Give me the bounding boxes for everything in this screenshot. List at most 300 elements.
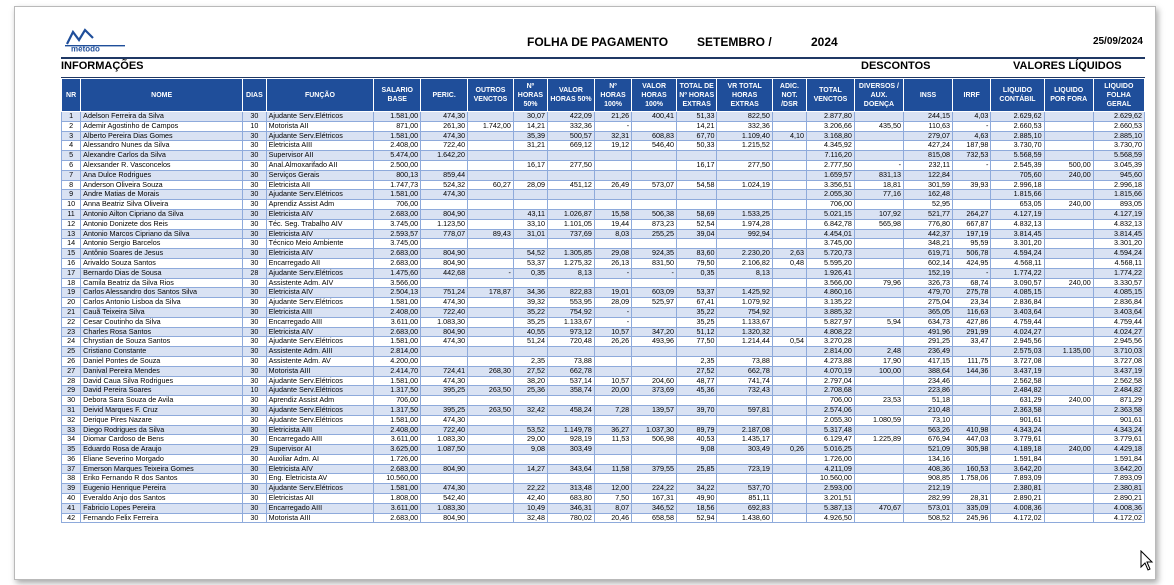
table-cell[interactable]: 474,30 <box>421 131 468 141</box>
table-cell[interactable]: Motorista AIII <box>266 366 374 376</box>
table-cell[interactable]: Ajudante Serv.Elétricos <box>266 112 374 122</box>
table-cell[interactable]: 2.545,39 <box>991 160 1044 170</box>
table-cell[interactable]: 0,54 <box>772 337 806 347</box>
table-cell[interactable]: 908,85 <box>903 474 952 484</box>
table-cell[interactable]: 1.581,00 <box>374 298 421 308</box>
table-cell[interactable]: 859,44 <box>421 170 468 180</box>
table-cell[interactable]: 1.815,66 <box>991 190 1044 200</box>
table-cell[interactable] <box>421 396 468 406</box>
table-cell[interactable]: 3.710,03 <box>1093 347 1144 357</box>
table-cell[interactable]: 3.437,19 <box>1093 366 1144 376</box>
table-cell[interactable]: 608,83 <box>632 131 677 141</box>
table-cell[interactable] <box>513 415 547 425</box>
table-cell[interactable]: Alexsander R. Vasconcelos <box>81 160 243 170</box>
table-cell[interactable] <box>468 494 514 504</box>
table-cell[interactable] <box>717 415 772 425</box>
table-cell[interactable]: 30 <box>243 190 266 200</box>
table-cell[interactable]: 754,92 <box>548 307 595 317</box>
table-cell[interactable] <box>1044 288 1093 298</box>
table-cell[interactable]: 822,50 <box>717 112 772 122</box>
table-cell[interactable]: Bernardo Dias de Sousa <box>81 268 243 278</box>
table-cell[interactable]: 4.568,11 <box>1093 258 1144 268</box>
table-cell[interactable]: 4,10 <box>772 131 806 141</box>
table-cell[interactable]: Fernando Felix Ferreira <box>81 513 243 523</box>
table-cell[interactable]: 30 <box>243 317 266 327</box>
table-cell[interactable] <box>468 503 514 513</box>
table-cell[interactable]: 365,05 <box>903 307 952 317</box>
table-cell[interactable] <box>1044 121 1093 131</box>
table-cell[interactable]: 706,00 <box>374 396 421 406</box>
table-cell[interactable] <box>1044 112 1093 122</box>
table-cell[interactable]: 804,90 <box>421 464 468 474</box>
table-cell[interactable]: 5.568,59 <box>991 151 1044 161</box>
table-cell[interactable]: 6.129,47 <box>806 435 854 445</box>
table-cell[interactable]: 4.759,44 <box>991 317 1044 327</box>
table-cell[interactable]: 2.562,58 <box>1093 376 1144 386</box>
table-cell[interactable] <box>513 170 547 180</box>
table-cell[interactable]: 706,00 <box>806 396 854 406</box>
table-cell[interactable] <box>1044 317 1093 327</box>
table-cell[interactable]: 1.135,00 <box>1044 347 1093 357</box>
table-cell[interactable]: 1.438,60 <box>717 513 772 523</box>
table-cell[interactable] <box>772 494 806 504</box>
table-cell[interactable]: 2.408,00 <box>374 141 421 151</box>
table-cell[interactable]: - <box>594 268 631 278</box>
table-cell[interactable]: 4.345,92 <box>806 141 854 151</box>
table-cell[interactable]: 31,01 <box>513 229 547 239</box>
table-cell[interactable] <box>953 415 991 425</box>
table-cell[interactable]: 122,84 <box>903 170 952 180</box>
table-cell[interactable]: 2.996,18 <box>991 180 1044 190</box>
table-cell[interactable]: Antonio Donizete dos Reis <box>81 219 243 229</box>
table-cell[interactable]: 1.742,00 <box>468 121 514 131</box>
table-cell[interactable]: 3.611,00 <box>374 435 421 445</box>
table-cell[interactable]: 4.127,19 <box>1093 209 1144 219</box>
table-cell[interactable]: 2.683,00 <box>374 327 421 337</box>
table-cell[interactable] <box>632 190 677 200</box>
table-cell[interactable]: Charles Rosa Santos <box>81 327 243 337</box>
table-cell[interactable]: 54,58 <box>676 180 717 190</box>
table-cell[interactable]: Assistente Adm. AV <box>266 356 374 366</box>
table-cell[interactable]: 187,98 <box>953 141 991 151</box>
table-cell[interactable]: 4.594,24 <box>1093 249 1144 259</box>
table-cell[interactable]: Eriko Fernando R dos Santos <box>81 474 243 484</box>
table-cell[interactable]: 73,88 <box>717 356 772 366</box>
table-cell[interactable]: 603,09 <box>632 288 677 298</box>
table-cell[interactable]: 3.566,00 <box>374 278 421 288</box>
table-cell[interactable]: 722,40 <box>421 141 468 151</box>
table-cell[interactable]: 73,10 <box>903 415 952 425</box>
table-cell[interactable]: 521,09 <box>903 445 952 455</box>
table-cell[interactable]: Assistente Adm. AIII <box>266 347 374 357</box>
table-cell[interactable] <box>468 112 514 122</box>
table-cell[interactable]: 2.380,81 <box>991 484 1044 494</box>
table-cell[interactable] <box>1044 268 1093 278</box>
table-cell[interactable] <box>632 121 677 131</box>
table-cell[interactable]: 722,40 <box>421 307 468 317</box>
table-cell[interactable] <box>953 454 991 464</box>
table-cell[interactable]: 804,90 <box>421 209 468 219</box>
table-cell[interactable] <box>594 278 631 288</box>
table-cell[interactable]: Eletricista AIII <box>266 425 374 435</box>
table-cell[interactable]: 277,50 <box>548 160 595 170</box>
table-cell[interactable]: 53,37 <box>513 258 547 268</box>
table-cell[interactable]: 5,94 <box>854 317 903 327</box>
table-cell[interactable]: 303,49 <box>548 445 595 455</box>
table-cell[interactable] <box>1044 435 1093 445</box>
table-cell[interactable]: 1.659,57 <box>806 170 854 180</box>
table-cell[interactable] <box>421 474 468 484</box>
table-cell[interactable]: 303,49 <box>717 445 772 455</box>
table-cell[interactable]: 1.581,00 <box>374 415 421 425</box>
table-cell[interactable]: Carlos Alessandro dos Santos Silva <box>81 288 243 298</box>
table-cell[interactable] <box>548 347 595 357</box>
table-cell[interactable]: 4.273,88 <box>806 356 854 366</box>
table-cell[interactable]: 408,36 <box>903 464 952 474</box>
table-cell[interactable] <box>632 356 677 366</box>
table-cell[interactable]: 1.037,30 <box>632 425 677 435</box>
table-cell[interactable]: Antonio Ailton Cipriano da Silva <box>81 209 243 219</box>
table-cell[interactable]: 893,05 <box>1093 200 1144 210</box>
table-cell[interactable]: Chrystian de Souza Santos <box>81 337 243 347</box>
table-cell[interactable]: 4.429,18 <box>1093 445 1144 455</box>
table-cell[interactable]: Everaldo Anjo dos Santos <box>81 494 243 504</box>
table-cell[interactable]: 4.594,24 <box>991 249 1044 259</box>
table-cell[interactable] <box>676 278 717 288</box>
table-cell[interactable]: 1.747,73 <box>374 180 421 190</box>
table-cell[interactable]: Eletricista AII <box>266 180 374 190</box>
table-cell[interactable]: 901,61 <box>1093 415 1144 425</box>
table-cell[interactable]: 2.408,00 <box>374 425 421 435</box>
table-cell[interactable]: 19 <box>62 288 81 298</box>
table-cell[interactable] <box>772 405 806 415</box>
table-cell[interactable]: 23 <box>62 327 81 337</box>
table-cell[interactable] <box>772 298 806 308</box>
table-cell[interactable] <box>676 200 717 210</box>
table-cell[interactable]: 1.317,50 <box>374 386 421 396</box>
table-cell[interactable]: 3.727,08 <box>991 356 1044 366</box>
table-cell[interactable]: 134,16 <box>903 454 952 464</box>
table-cell[interactable] <box>772 415 806 425</box>
table-cell[interactable]: 332,36 <box>717 121 772 131</box>
table-cell[interactable]: 1.123,50 <box>421 219 468 229</box>
table-cell[interactable]: 3.566,00 <box>806 278 854 288</box>
table-cell[interactable]: 4.070,19 <box>806 366 854 376</box>
table-cell[interactable]: 53,37 <box>676 288 717 298</box>
table-cell[interactable]: 2.660,53 <box>991 121 1044 131</box>
table-cell[interactable]: Arivaldo Souza Santos <box>81 258 243 268</box>
table-cell[interactable]: 10 <box>62 200 81 210</box>
table-cell[interactable]: 542,40 <box>421 494 468 504</box>
table-cell[interactable] <box>594 160 631 170</box>
table-cell[interactable]: 724,41 <box>421 366 468 376</box>
table-cell[interactable]: Técnico Meio Ambiente <box>266 239 374 249</box>
table-cell[interactable]: 20 <box>62 298 81 308</box>
table-cell[interactable]: Aprendiz Assist Adm <box>266 200 374 210</box>
table-cell[interactable]: 1.774,22 <box>991 268 1044 278</box>
table-cell[interactable]: 1.974,28 <box>717 219 772 229</box>
table-cell[interactable]: 30 <box>243 249 266 259</box>
table-cell[interactable]: 422,09 <box>548 112 595 122</box>
table-cell[interactable]: 427,24 <box>903 141 952 151</box>
table-cell[interactable]: 10 <box>243 121 266 131</box>
table-cell[interactable]: 3.745,00 <box>374 239 421 249</box>
table-cell[interactable]: 5.016,25 <box>806 445 854 455</box>
table-cell[interactable]: 3.611,00 <box>374 503 421 513</box>
table-cell[interactable] <box>468 141 514 151</box>
table-cell[interactable] <box>632 200 677 210</box>
table-cell[interactable] <box>676 474 717 484</box>
table-cell[interactable]: 277,50 <box>717 160 772 170</box>
table-cell[interactable]: 36,27 <box>594 425 631 435</box>
table-cell[interactable]: 9 <box>62 190 81 200</box>
table-cell[interactable]: 2.504,13 <box>374 288 421 298</box>
table-cell[interactable]: 662,78 <box>548 366 595 376</box>
table-cell[interactable]: 51,24 <box>513 337 547 347</box>
table-cell[interactable] <box>548 396 595 406</box>
table-cell[interactable] <box>468 219 514 229</box>
table-cell[interactable]: 5 <box>62 151 81 161</box>
table-cell[interactable] <box>854 484 903 494</box>
table-cell[interactable]: 12,00 <box>594 484 631 494</box>
table-cell[interactable] <box>854 445 903 455</box>
table-cell[interactable]: Eng. Eletricista AV <box>266 474 374 484</box>
table-cell[interactable]: 5.568,59 <box>1093 151 1144 161</box>
table-cell[interactable]: 261,30 <box>421 121 468 131</box>
table-cell[interactable] <box>632 415 677 425</box>
table-cell[interactable]: Téc. Seg. Trabalho AIV <box>266 219 374 229</box>
table-cell[interactable]: 33,10 <box>513 219 547 229</box>
table-cell[interactable]: 4.127,19 <box>991 209 1044 219</box>
table-cell[interactable]: 2.814,00 <box>374 347 421 357</box>
table-cell[interactable]: 1.533,25 <box>717 209 772 219</box>
table-cell[interactable]: 25,36 <box>513 386 547 396</box>
table-cell[interactable]: 506,38 <box>632 209 677 219</box>
table-cell[interactable]: 53,52 <box>513 425 547 435</box>
table-cell[interactable]: 474,30 <box>421 190 468 200</box>
table-cell[interactable] <box>513 396 547 406</box>
table-cell[interactable]: Eletricista AIV <box>266 464 374 474</box>
table-cell[interactable]: 479,70 <box>903 288 952 298</box>
table-cell[interactable]: 2.574,06 <box>806 405 854 415</box>
table-cell[interactable]: 395,25 <box>421 386 468 396</box>
table-cell[interactable]: Ajudante Serv.Elétricos <box>266 337 374 347</box>
table-cell[interactable] <box>1044 484 1093 494</box>
table-cell[interactable]: 30 <box>243 425 266 435</box>
table-cell[interactable]: 234,46 <box>903 376 952 386</box>
table-cell[interactable]: 236,49 <box>903 347 952 357</box>
table-cell[interactable]: Eletricista AIII <box>266 307 374 317</box>
table-cell[interactable]: 1.774,22 <box>1093 268 1144 278</box>
table-cell[interactable]: 563,26 <box>903 425 952 435</box>
table-cell[interactable]: 95,59 <box>953 239 991 249</box>
table-cell[interactable] <box>632 366 677 376</box>
table-cell[interactable] <box>594 170 631 180</box>
table-cell[interactable]: 924,35 <box>632 249 677 259</box>
table-cell[interactable]: 2.484,82 <box>991 386 1044 396</box>
table-cell[interactable] <box>854 249 903 259</box>
table-cell[interactable] <box>513 190 547 200</box>
table-cell[interactable]: 40 <box>62 494 81 504</box>
table-cell[interactable]: 2.890,21 <box>1093 494 1144 504</box>
table-cell[interactable]: 901,61 <box>991 415 1044 425</box>
table-cell[interactable]: 43,11 <box>513 209 547 219</box>
table-cell[interactable]: 14,27 <box>513 464 547 474</box>
table-cell[interactable]: 7 <box>62 170 81 180</box>
table-cell[interactable]: 20,00 <box>594 386 631 396</box>
table-cell[interactable] <box>594 239 631 249</box>
table-cell[interactable]: 291,99 <box>953 327 991 337</box>
table-cell[interactable]: 240,00 <box>1044 278 1093 288</box>
table-cell[interactable] <box>953 484 991 494</box>
table-cell[interactable]: Diomar Cardoso de Bens <box>81 435 243 445</box>
table-cell[interactable] <box>676 415 717 425</box>
table-cell[interactable]: Supervisor AI <box>266 445 374 455</box>
table-cell[interactable] <box>854 239 903 249</box>
table-cell[interactable] <box>594 190 631 200</box>
table-cell[interactable] <box>854 376 903 386</box>
table-cell[interactable]: 1.080,59 <box>854 415 903 425</box>
table-cell[interactable]: 4.211,09 <box>806 464 854 474</box>
table-cell[interactable]: 35,22 <box>676 307 717 317</box>
table-cell[interactable]: 5.595,20 <box>806 258 854 268</box>
table-cell[interactable] <box>772 200 806 210</box>
table-cell[interactable]: 224,22 <box>632 484 677 494</box>
table-cell[interactable]: 3.727,08 <box>1093 356 1144 366</box>
table-cell[interactable]: 3.403,64 <box>991 307 1044 317</box>
table-cell[interactable]: 0,48 <box>772 258 806 268</box>
table-cell[interactable] <box>548 190 595 200</box>
table-cell[interactable] <box>468 239 514 249</box>
table-cell[interactable]: 79,96 <box>854 278 903 288</box>
table-cell[interactable]: 30 <box>243 435 266 445</box>
table-cell[interactable]: 2 <box>62 121 81 131</box>
table-cell[interactable] <box>468 249 514 259</box>
table-cell[interactable]: 28 <box>243 268 266 278</box>
table-cell[interactable]: 1.149,78 <box>548 425 595 435</box>
table-cell[interactable]: 8 <box>62 180 81 190</box>
table-cell[interactable]: 1.642,20 <box>421 151 468 161</box>
table-cell[interactable]: 73,88 <box>548 356 595 366</box>
table-cell[interactable]: 10.560,00 <box>374 474 421 484</box>
table-cell[interactable] <box>1044 474 1093 484</box>
table-cell[interactable] <box>594 347 631 357</box>
table-cell[interactable]: 1.305,85 <box>548 249 595 259</box>
table-cell[interactable]: 223,86 <box>903 386 952 396</box>
table-cell[interactable]: 2.683,00 <box>374 209 421 219</box>
table-cell[interactable]: 30 <box>243 494 266 504</box>
table-cell[interactable]: - <box>594 121 631 131</box>
table-cell[interactable] <box>772 425 806 435</box>
table-cell[interactable]: 1.026,87 <box>548 209 595 219</box>
table-cell[interactable]: 500,57 <box>548 131 595 141</box>
table-cell[interactable]: 3.045,39 <box>1093 160 1144 170</box>
table-cell[interactable]: 32,31 <box>594 131 631 141</box>
table-cell[interactable] <box>772 160 806 170</box>
table-cell[interactable]: Diego Rodrigues da Silva <box>81 425 243 435</box>
table-cell[interactable]: 25,85 <box>676 464 717 474</box>
table-cell[interactable]: 347,20 <box>632 327 677 337</box>
table-cell[interactable] <box>1044 249 1093 259</box>
table-cell[interactable]: 14 <box>62 239 81 249</box>
table-cell[interactable]: 442,68 <box>421 268 468 278</box>
table-cell[interactable]: 1.083,30 <box>421 435 468 445</box>
table-cell[interactable]: 3.779,61 <box>991 435 1044 445</box>
table-cell[interactable]: 51,18 <box>903 396 952 406</box>
table-cell[interactable] <box>717 200 772 210</box>
table-cell[interactable] <box>676 190 717 200</box>
table-cell[interactable]: 928,19 <box>548 435 595 445</box>
table-cell[interactable]: 30 <box>243 366 266 376</box>
table-cell[interactable] <box>594 454 631 464</box>
table-cell[interactable]: 474,30 <box>421 484 468 494</box>
table-cell[interactable]: 240,00 <box>1044 200 1093 210</box>
table-cell[interactable]: 111,75 <box>953 356 991 366</box>
table-cell[interactable]: 2.363,58 <box>991 405 1044 415</box>
table-cell[interactable]: 3.814,45 <box>991 229 1044 239</box>
table-cell[interactable] <box>632 307 677 317</box>
table-cell[interactable]: 19,12 <box>594 141 631 151</box>
table-cell[interactable]: 30 <box>243 474 266 484</box>
table-cell[interactable] <box>772 278 806 288</box>
table-cell[interactable]: 240,00 <box>1044 396 1093 406</box>
table-cell[interactable]: Ajudante Serv.Elétricos <box>266 190 374 200</box>
table-cell[interactable]: 2.683,00 <box>374 249 421 259</box>
table-cell[interactable] <box>594 356 631 366</box>
table-cell[interactable]: 2,35 <box>513 356 547 366</box>
table-cell[interactable]: 573,01 <box>903 503 952 513</box>
table-cell[interactable]: 26,26 <box>594 337 631 347</box>
table-cell[interactable]: Encarregado AII <box>266 258 374 268</box>
table-cell[interactable]: 3.642,20 <box>1093 464 1144 474</box>
table-cell[interactable]: 30 <box>243 454 266 464</box>
table-cell[interactable]: 631,29 <box>991 396 1044 406</box>
table-cell[interactable]: 33,47 <box>953 337 991 347</box>
table-cell[interactable] <box>717 170 772 180</box>
table-cell[interactable]: 107,92 <box>854 209 903 219</box>
table-cell[interactable] <box>1044 454 1093 464</box>
table-cell[interactable]: 54,52 <box>513 249 547 259</box>
table-cell[interactable] <box>632 170 677 180</box>
table-cell[interactable]: 1 <box>62 112 81 122</box>
table-cell[interactable] <box>676 151 717 161</box>
table-cell[interactable]: 4.759,44 <box>1093 317 1144 327</box>
table-cell[interactable]: 32,48 <box>513 513 547 523</box>
table-cell[interactable]: 3.301,20 <box>1093 239 1144 249</box>
table-cell[interactable] <box>676 239 717 249</box>
table-cell[interactable]: 3.270,28 <box>806 337 854 347</box>
table-cell[interactable]: 37 <box>62 464 81 474</box>
table-cell[interactable] <box>1044 464 1093 474</box>
table-cell[interactable]: 7.893,09 <box>991 474 1044 484</box>
table-cell[interactable]: 2.380,81 <box>1093 484 1144 494</box>
table-cell[interactable]: 491,96 <box>903 327 952 337</box>
table-cell[interactable] <box>854 425 903 435</box>
table-cell[interactable]: Fabricio Lopes Pereira <box>81 503 243 513</box>
table-cell[interactable]: 973,12 <box>548 327 595 337</box>
table-cell[interactable] <box>1044 219 1093 229</box>
table-cell[interactable]: Ajudante Serv.Elétricos <box>266 415 374 425</box>
table-cell[interactable] <box>548 474 595 484</box>
table-cell[interactable] <box>854 200 903 210</box>
table-cell[interactable]: 30 <box>243 396 266 406</box>
table-cell[interactable] <box>854 141 903 151</box>
table-cell[interactable]: 667,87 <box>953 219 991 229</box>
table-cell[interactable]: 751,24 <box>421 288 468 298</box>
table-cell[interactable] <box>854 464 903 474</box>
table-cell[interactable]: 4.200,00 <box>374 356 421 366</box>
table-cell[interactable]: 1.024,19 <box>717 180 772 190</box>
